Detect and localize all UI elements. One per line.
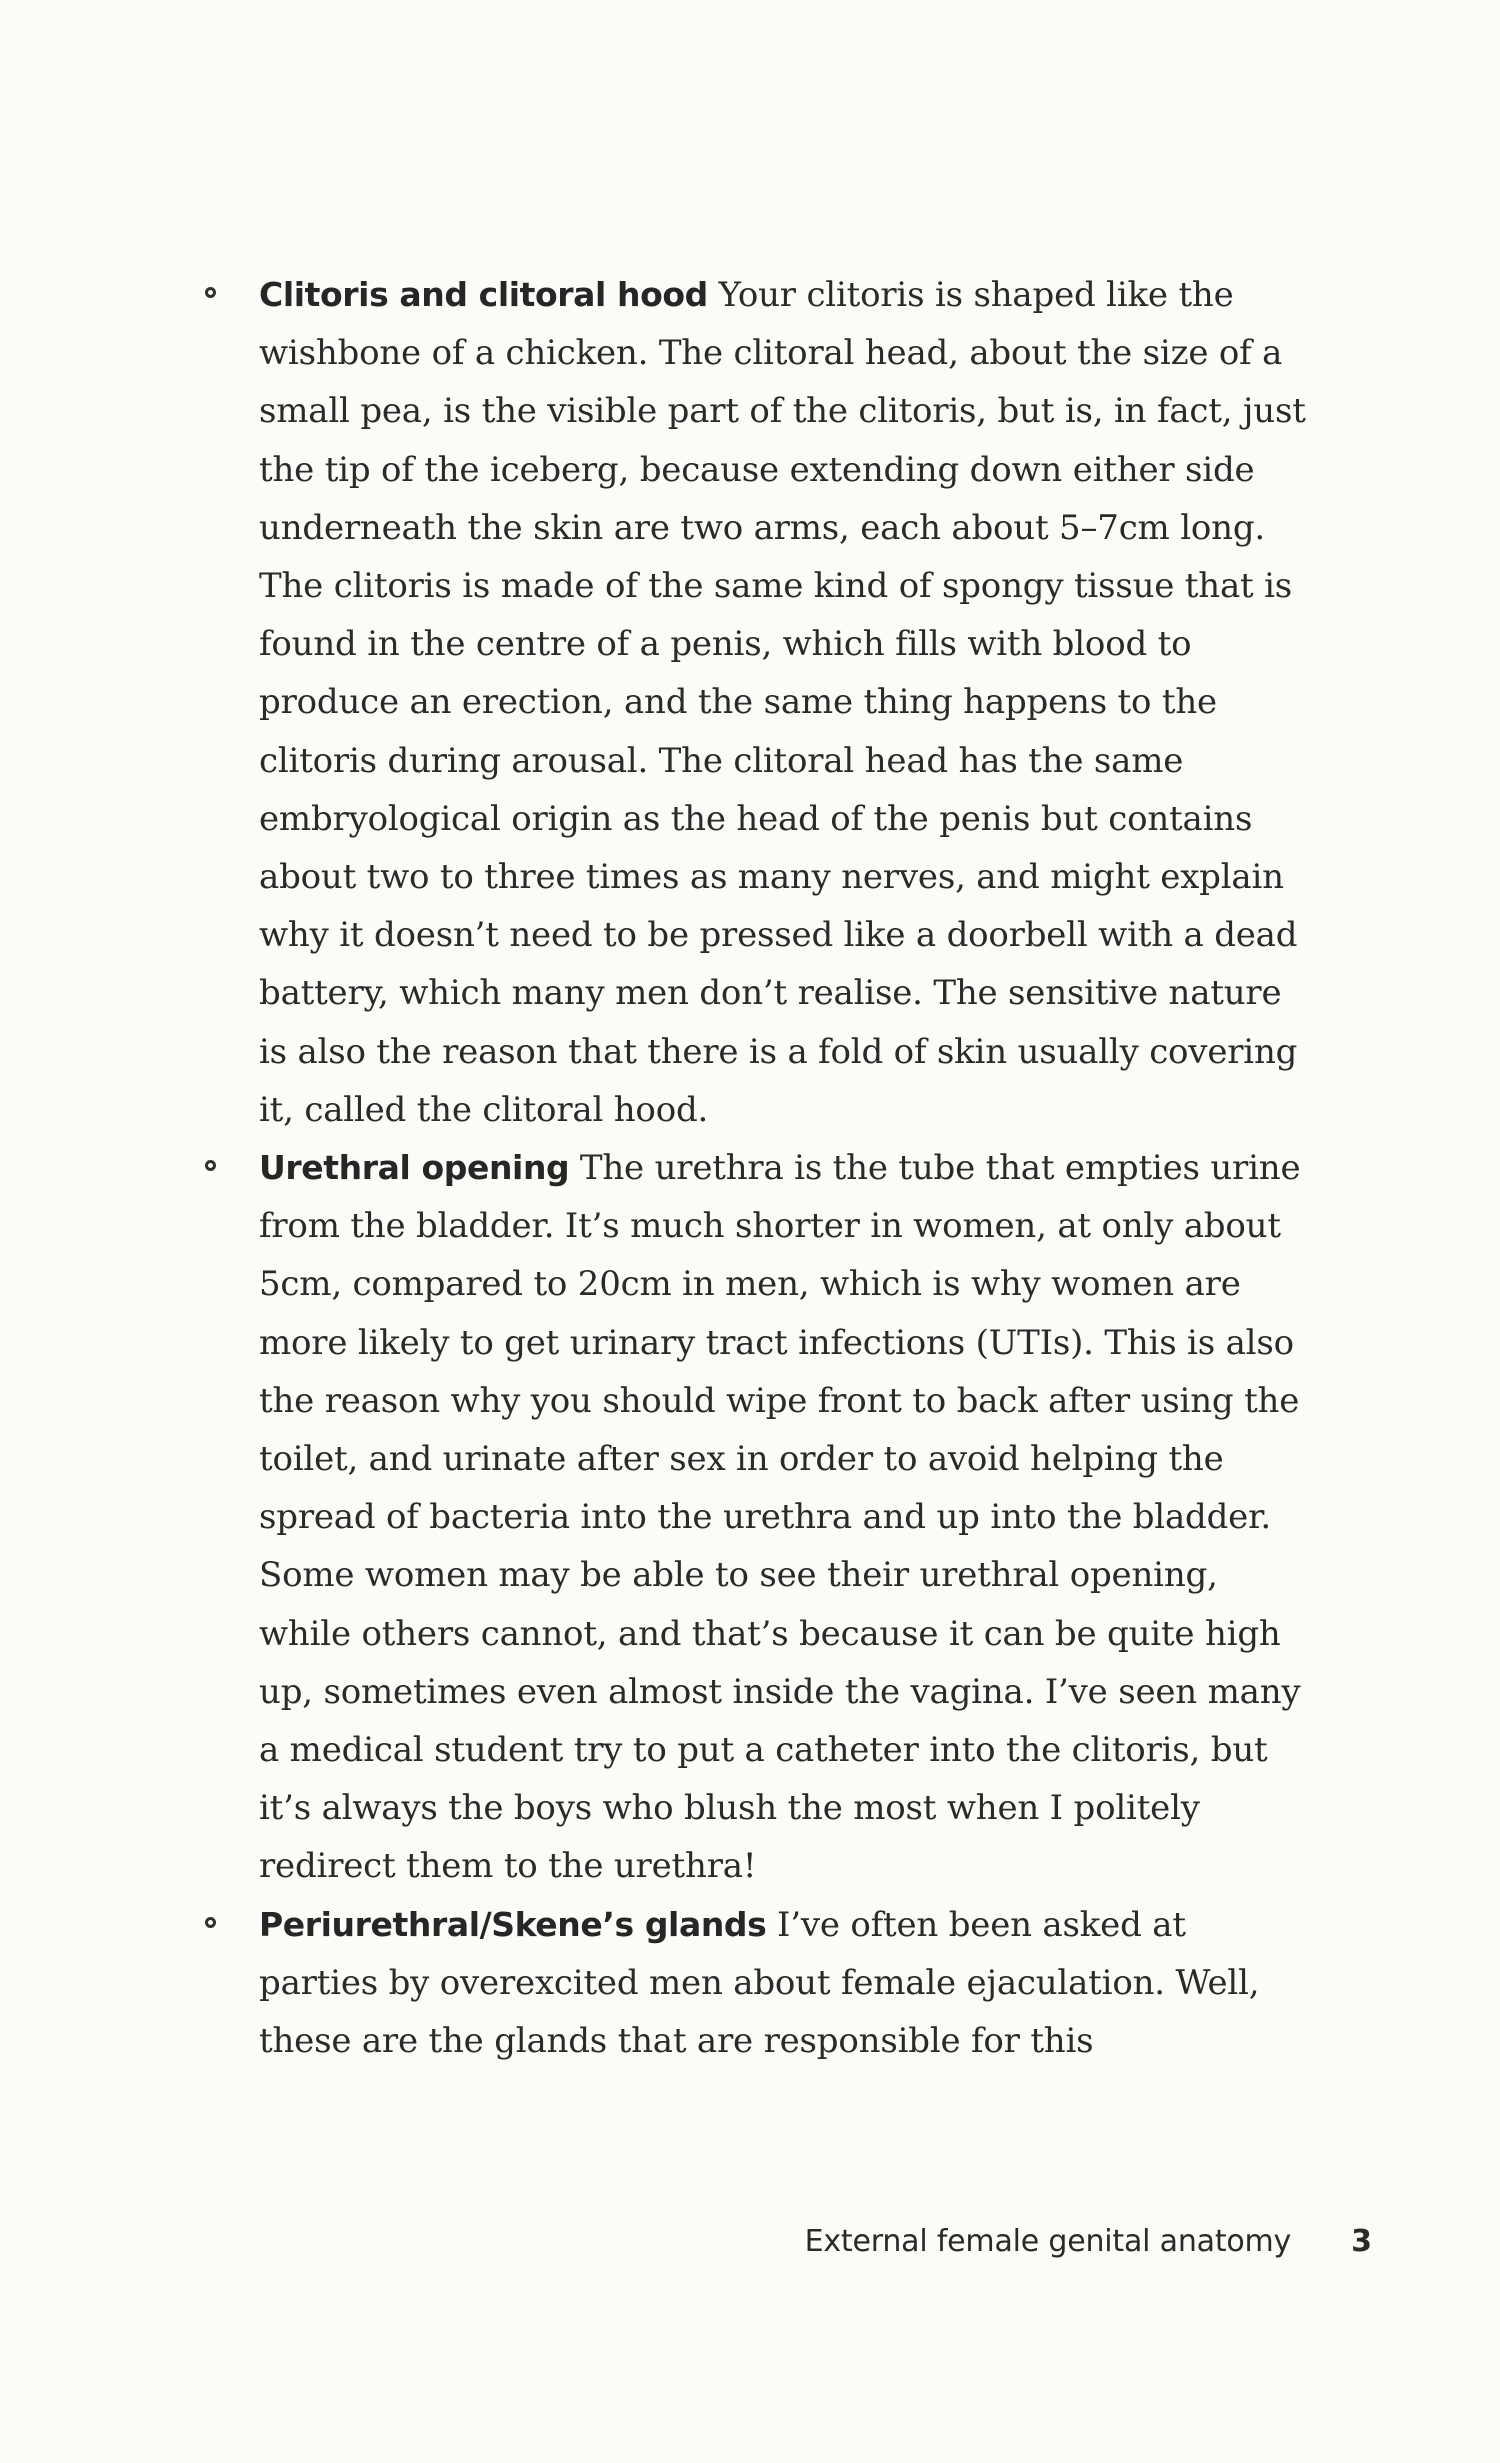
anatomy-term-list <box>205 266 1315 2070</box>
page-number: 3 <box>1351 2224 1372 2259</box>
circle-bullet-icon <box>205 287 216 298</box>
list-item-clitoris <box>205 266 1315 1139</box>
circle-bullet-icon <box>205 1917 216 1928</box>
entry-term: Clitoris and clitoral hood <box>259 275 708 314</box>
entry-text: Your clitoris is shaped like the wishbone of a chicken. The clitoral head, about the size of a small pea, is the visible part of the clitoris, but is, in fact, just the tip of the iceberg, because extending down either side underneath the skin are two arms, each about 5–7cm long. The clitoris is made of the same kind of spongy tissue that is found in the centre of a penis, which fills with blood to produce an erection, and the same thing happens to the clitoris during arousal. The clitoral head has the same embryological origin as the head of the penis but contains about two to three times as many nerves, and might explain why it doesn’t need to be pressed like a doorbell with a dead battery, which many men don’t realise. The sensitive nature is also the reason that there is a fold of skin usually covering it, called the clitoral hood. <box>259 275 1306 1130</box>
list-item-urethral-opening <box>205 1139 1315 1896</box>
entry-text: The urethra is the tube that empties urine from the bladder. It’s much shorter in women, at only about 5cm, compared to 20cm in men, which is why women are more likely to get urinary tract infections (UTIs). This is also the reason why you should wipe front to back after using the toilet, and urinate after sex in order to avoid helping the spread of bacteria into the urethra and up into the bladder. Some women may be able to see their urethral opening, while others cannot, and that’s because it can be quite high up, sometimes even almost inside the vagina. I’ve seen many a medical student try to put a catheter into the clitoris, but it’s always the boys who blush the most when I politely redirect them to the urethra! <box>259 1148 1301 1887</box>
entry-term: Periurethral/Skene’s glands <box>259 1904 767 1944</box>
list-item-skenes-glands <box>205 1896 1315 2071</box>
circle-bullet-icon <box>205 1160 216 1171</box>
entry-paragraph <box>259 266 1315 1139</box>
entry-paragraph <box>259 1139 1315 1896</box>
entry-paragraph <box>259 1896 1315 2071</box>
footer-chapter-title: External female genital anatomy <box>804 2224 1292 2259</box>
entry-text: I’ve often been asked at parties by overexcited men about female ejaculation. Well, these are the glands that are responsible for this <box>259 1904 1260 2062</box>
entry-term: Urethral opening <box>259 1148 570 1188</box>
running-footer <box>805 2224 1372 2259</box>
